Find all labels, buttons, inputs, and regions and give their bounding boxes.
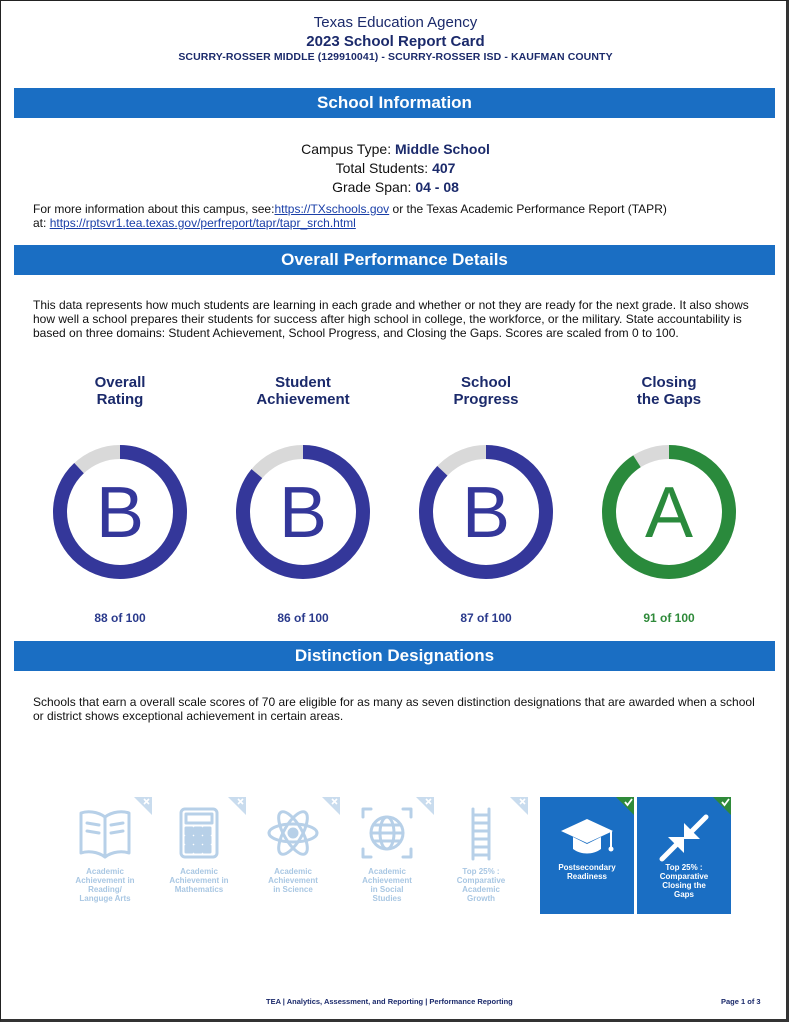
distinction-label: Top 25% : Comparative Academic Growth [456, 867, 506, 903]
txschools-link[interactable]: https://TXschools.gov [274, 202, 390, 216]
page-number: Page 1 of 3 [721, 997, 761, 1006]
rating-score: 86 of 100 [277, 611, 329, 625]
rating-ring [233, 442, 373, 582]
grade-span: Grade Span: 04 - 08 [332, 179, 459, 195]
rating-title: Closing the Gaps [636, 374, 702, 408]
rating-3 [416, 374, 556, 625]
distinction-tile-5 [434, 797, 528, 914]
distinction-tile-1 [58, 797, 152, 914]
calculator-icon [169, 803, 229, 863]
footer-text: TEA | Analytics, Assessment, and Reporting | Performance Reporting [266, 997, 513, 1006]
distinction-label: Academic Achievement in Reading/ Languge Arts [75, 867, 135, 903]
distinction-tile-4 [340, 797, 434, 914]
rating-title: School Progress [453, 374, 519, 408]
campus-type: Campus Type: Middle School [301, 141, 490, 157]
rating-ring [50, 442, 190, 582]
graduation-cap-icon [557, 807, 617, 867]
school-information-header: School Information [14, 88, 775, 118]
rating-title: Student Achievement [256, 374, 350, 408]
rating-grade-letter: B [461, 473, 511, 553]
distinction-tile-7 [637, 797, 731, 914]
rating-grade-letter: A [644, 473, 694, 553]
rating-score: 91 of 100 [643, 611, 695, 625]
not-earned-x-icon [228, 797, 246, 815]
rating-ring [416, 442, 556, 582]
distinctions-description: Schools that earn a overall scale scores of 70 are eligible for as many as seven distinction designations that are awarded when a school or district shows exceptional achievement in certain areas. [33, 695, 755, 723]
not-earned-x-icon [322, 797, 340, 815]
campus-type-value: Middle School [395, 141, 490, 157]
performance-description: This data represents how much students are learning in each grade and whether or not they are ready for the next grade. It also shows how well a school prepares their students for success after high school in college, the workforce, or the military. State accountability is based on three domains: Student Achievement, School Progress, and Closing the Gaps. Scores are scaled from 0 to 100. [33, 298, 749, 340]
overall-performance-header: Overall Performance Details [14, 245, 775, 275]
earned-check-icon [616, 797, 634, 815]
total-students: Total Students: 407 [335, 160, 456, 176]
rating-2 [233, 374, 373, 625]
grade-span-value: 04 - 08 [415, 179, 459, 195]
not-earned-x-icon [510, 797, 528, 815]
rating-score: 88 of 100 [94, 611, 146, 625]
rating-1 [50, 374, 190, 625]
distinction-label: Academic Achievement in Mathematics [169, 867, 229, 894]
converging-arrows-icon [654, 807, 714, 867]
school-subtitle: SCURRY-ROSSER MIDDLE (129910041) - SCURRY-ROSSER ISD - KAUFMAN COUNTY [178, 51, 613, 63]
rating-grade-letter: B [95, 473, 145, 553]
distinction-label: Top 25% : Comparative Closing the Gaps [659, 863, 709, 899]
distinction-tile-6 [540, 797, 634, 914]
not-earned-x-icon [416, 797, 434, 815]
rating-4 [599, 374, 739, 625]
report-card-title: 2023 School Report Card [306, 33, 485, 50]
atom-icon [263, 803, 323, 863]
globe-icon [357, 803, 417, 863]
book-icon [75, 803, 135, 863]
rating-ring [599, 442, 739, 582]
more-info-text: For more information about this campus, see:https://TXschools.gov or the Texas Academic Performance Report (TAPR) at: https://rptsvr1.tea.texas.gov/perfreport/tapr/tapr_srch.html [33, 202, 667, 230]
distinction-tile-2 [152, 797, 246, 914]
earned-check-icon [713, 797, 731, 815]
tapr-link[interactable]: https://rptsvr1.tea.texas.gov/perfreport/tapr/tapr_srch.html [49, 216, 356, 230]
distinction-tile-3 [246, 797, 340, 914]
agency-name: Texas Education Agency [313, 14, 478, 31]
distinction-label: Postsecondary Readiness [558, 863, 616, 881]
rating-title: Overall Rating [94, 374, 146, 408]
ladder-icon [451, 803, 511, 863]
distinction-label: Academic Achievement in Science [268, 867, 318, 894]
rating-score: 87 of 100 [460, 611, 512, 625]
distinction-label: Academic Achievement in Social Studies [362, 867, 412, 903]
rating-grade-letter: B [278, 473, 328, 553]
not-earned-x-icon [134, 797, 152, 815]
total-students-value: 407 [432, 160, 456, 176]
distinction-designations-header: Distinction Designations [14, 641, 775, 671]
